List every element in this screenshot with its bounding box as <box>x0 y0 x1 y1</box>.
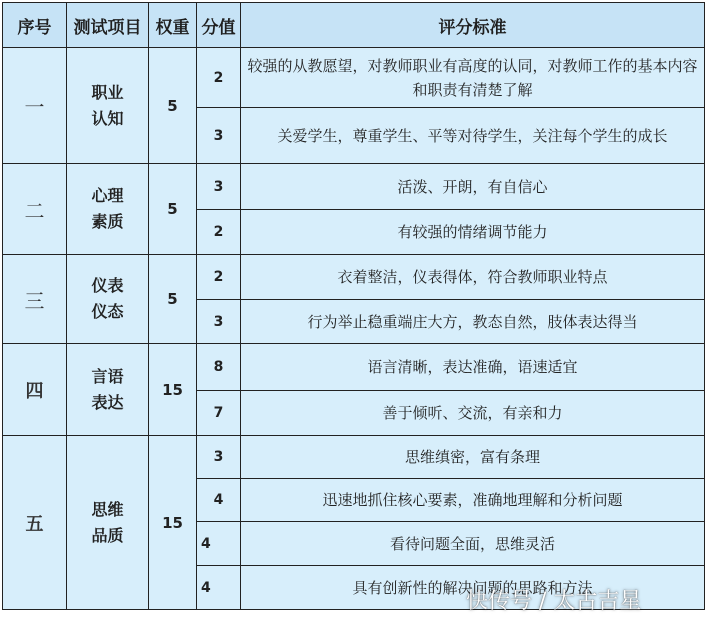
header-seq: 序号 <box>3 3 67 48</box>
group-item-line: 表达 <box>91 392 124 412</box>
criteria-text: 活泼、开朗，有自信心 <box>241 164 705 210</box>
group-item-line: 仪表 <box>91 276 124 295</box>
group-weight: 5 <box>149 164 197 255</box>
score-value: 3 <box>197 300 241 344</box>
score-value: 3 <box>197 436 241 479</box>
criteria-text: 有较强的情绪调节能力 <box>241 210 705 255</box>
group-item-line: 素质 <box>91 212 124 231</box>
header-score: 分值 <box>197 3 241 48</box>
group-weight: 5 <box>149 48 197 164</box>
group-item <box>67 436 149 610</box>
group-item-line: 仪态 <box>91 302 124 321</box>
score-value: 2 <box>197 210 241 255</box>
header-item: 测试项目 <box>67 3 149 48</box>
score-value: 3 <box>197 164 241 210</box>
criteria-text: 行为举止稳重端庄大方，教态自然，肢体表达得当 <box>241 300 705 344</box>
score-value: 4 <box>197 566 241 610</box>
group-seq: 四 <box>3 344 67 436</box>
group-weight: 5 <box>149 255 197 344</box>
group-item <box>67 48 149 164</box>
group-item <box>67 164 149 255</box>
group-item-line: 思维 <box>91 499 124 519</box>
table-row <box>3 48 705 108</box>
header-row <box>3 3 705 48</box>
criteria-text: 迅速地抓住核心要素，准确地理解和分析问题 <box>241 479 705 522</box>
scoring-table <box>2 2 705 610</box>
criteria-text: 关爱学生，尊重学生、平等对待学生，关注每个学生的成长 <box>241 108 705 164</box>
criteria-text: 衣着整洁，仪表得体，符合教师职业特点 <box>241 255 705 300</box>
criteria-text: 语言清晰，表达准确，语速适宜 <box>241 344 705 391</box>
score-value: 8 <box>197 344 241 391</box>
score-value: 7 <box>197 391 241 436</box>
criteria-text: 看待问题全面，思维灵活 <box>241 522 705 566</box>
group-item-line: 认知 <box>91 108 124 128</box>
criteria-text: 思维缜密，富有条理 <box>241 436 705 479</box>
table-row <box>3 436 705 479</box>
group-item-line: 言语 <box>91 366 124 386</box>
score-value: 3 <box>197 108 241 164</box>
criteria-text: 善于倾听、交流，有亲和力 <box>241 391 705 436</box>
score-value: 4 <box>197 522 241 566</box>
criteria-text: 较强的从教愿望，对教师职业有高度的认同，对教师工作的基本内容和职责有清楚了解 <box>241 48 705 108</box>
header-criteria: 评分标准 <box>241 3 705 48</box>
group-item-line: 品质 <box>91 525 124 545</box>
score-value: 4 <box>197 479 241 522</box>
group-weight: 15 <box>149 344 197 436</box>
group-seq: 三 <box>3 255 67 344</box>
group-seq: 二 <box>3 164 67 255</box>
header-weight: 权重 <box>149 3 197 48</box>
watermark: 快传号 / 太古吉星 <box>466 589 642 614</box>
group-item-line: 心理 <box>91 186 124 205</box>
score-value: 2 <box>197 48 241 108</box>
group-item <box>67 344 149 436</box>
score-value: 2 <box>197 255 241 300</box>
group-seq: 一 <box>3 48 67 164</box>
table-row <box>3 164 705 210</box>
criteria-text: 具有创新性的解决问题的思路和方法 <box>241 566 705 610</box>
group-item-line: 职业 <box>91 82 124 102</box>
group-weight: 15 <box>149 436 197 610</box>
table-row <box>3 344 705 391</box>
table-row <box>3 255 705 300</box>
group-item <box>67 255 149 344</box>
group-seq: 五 <box>3 436 67 610</box>
